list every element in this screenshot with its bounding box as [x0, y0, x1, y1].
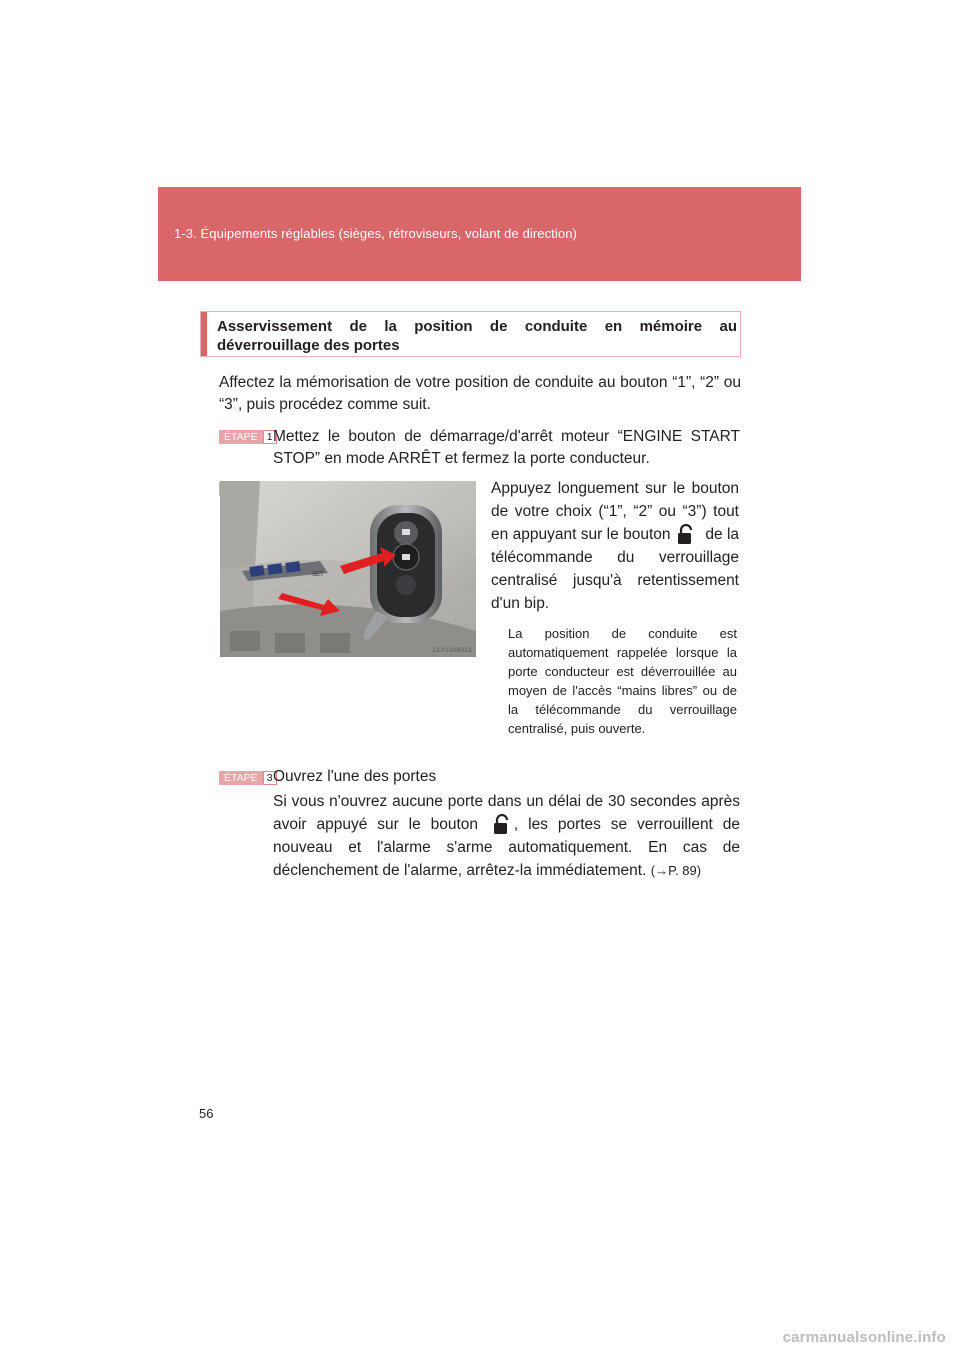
step-number: 3 — [263, 771, 277, 785]
step-3-label — [219, 771, 277, 785]
step-1-text: Mettez le bouton de démarrage/d'arrêt moteur “ENGINE START STOP” en mode ARRÊT et fermez la porte conducteur. — [273, 428, 740, 467]
step-3-detail-after: , les portes se verrouillent de nouveau et l'alarme s'arme automatiquement. En cas de déclenchement de l'alarme, arrêtez-la immédiatement. — [273, 816, 740, 879]
step-3-detail — [273, 790, 740, 882]
page-number: 56 — [199, 1106, 214, 1121]
section-title: Asservissement de la position de conduite en mémoire au déverrouillage des portes — [217, 318, 737, 354]
svg-text:SET: SET — [312, 572, 324, 578]
intro-paragraph: Affectez la mémorisation de votre position de conduite au bouton “1”, “2” ou “3”, puis procédez comme suit. — [219, 374, 741, 413]
page-reference[interactable]: (→P. 89) — [650, 863, 702, 878]
unlock-icon — [675, 524, 701, 546]
step-3-detail-before: Si vous n'ouvrez aucune porte dans un délai de 30 secondes après avoir appuyé sur le bouton — [273, 793, 740, 833]
door-panel-illustration — [220, 481, 476, 657]
step-word: ÉTAPE — [219, 430, 263, 444]
step-2-text — [491, 477, 739, 615]
chapter-header-band — [158, 187, 801, 281]
section-accent-bar — [201, 312, 207, 356]
step-2-text-before: Appuyez longuement sur le bouton de votre choix (“1”, “2” ou “3”) tout en appuyant sur le bouton — [491, 480, 739, 543]
unlock-icon — [488, 814, 514, 836]
step-1-label — [219, 430, 277, 444]
memory-button-photo — [220, 481, 476, 657]
chapter-title: 1-3. Équipements réglables (sièges, rétroviseurs, volant de direction) — [174, 226, 577, 241]
watermark: carmanualsonline.info — [782, 1329, 946, 1346]
step-word: ÉTAPE — [219, 771, 263, 785]
step-2-text-after: de la télécommande du verrouillage centralisé jusqu'à retentissement d'un bip. — [491, 526, 740, 612]
step-number: 1 — [263, 430, 277, 444]
step-2-note: La position de conduite est automatiquement rappelée lorsque la porte conducteur est déverrouillée au moyen de l'accès “mains libres” ou de la télécommande du verrouillage centralisé, puis ouverte. — [508, 626, 737, 736]
step-3-text: Ouvrez l'une des portes — [273, 768, 437, 785]
image-code: CLY13AB013 — [433, 648, 472, 654]
section-title-box — [200, 311, 741, 357]
